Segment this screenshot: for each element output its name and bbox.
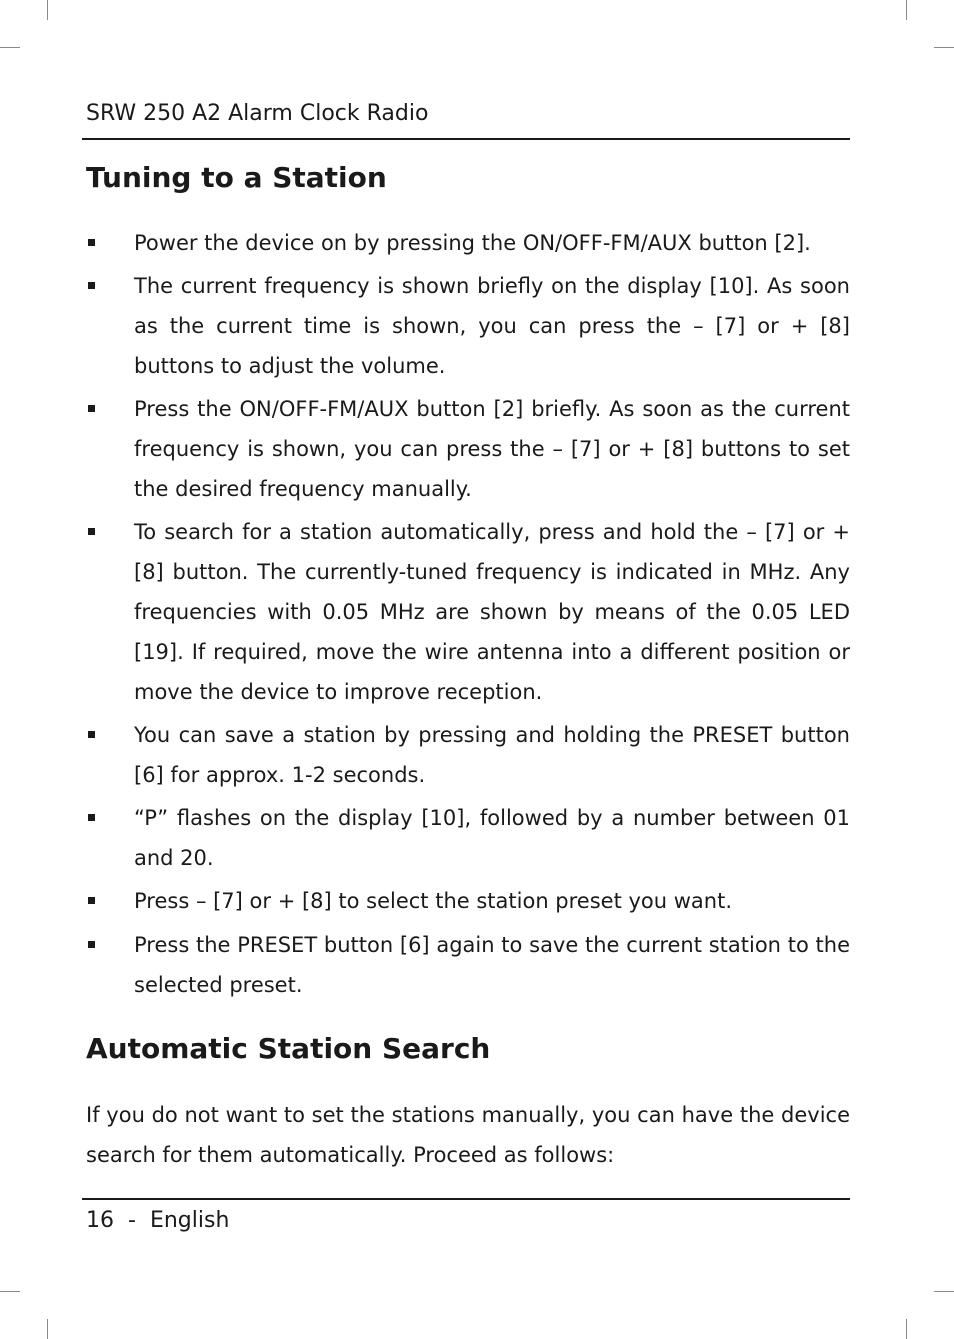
crop-mark-top-right — [906, 0, 907, 20]
list-item — [86, 716, 850, 796]
square-bullet-icon — [88, 528, 95, 535]
automatic-search-paragraph: If you do not want to set the stations manually, you can have the device search for them automatically. Proceed as follows: — [86, 1103, 850, 1167]
list-item — [86, 513, 850, 712]
square-bullet-icon — [88, 731, 95, 738]
crop-mark-bottom-left-h — [0, 1291, 20, 1292]
square-bullet-icon — [88, 941, 95, 948]
list-item-text: You can save a station by pressing and holding the PRESET button [6] for approx. 1-2 seconds. — [134, 722, 850, 787]
square-bullet-icon — [88, 282, 95, 289]
list-item-text: “P” flashes on the display [10], followed by a number between 01 and 20. — [134, 806, 850, 870]
crop-mark-bottom-right — [906, 1319, 907, 1339]
header-divider — [82, 138, 850, 140]
footer-separator: - — [128, 1208, 136, 1233]
list-item — [86, 926, 850, 1006]
crop-mark-bottom-left — [47, 1319, 48, 1339]
section-heading-automatic-search: Automatic Station Search — [86, 1032, 491, 1065]
tuning-steps-list — [86, 224, 850, 1009]
square-bullet-icon — [88, 239, 95, 246]
footer-language: English — [149, 1208, 230, 1233]
running-header: SRW 250 A2 Alarm Clock Radio — [86, 101, 429, 126]
list-item-text: Press the ON/OFF-FM/AUX button [2] briefly. As soon as the current frequency is shown, you can press the – [7] or + [8] buttons to set the desired frequency manually. — [134, 397, 850, 501]
list-item-text: The current frequency is shown briefly on the display [10]. As soon as the current time is shown, you can press the – [7] or + [8] buttons to adjust the volume. — [134, 274, 850, 378]
list-item-text: Press the PRESET button [6] again to save the current station to the selected preset. — [134, 932, 850, 997]
section-heading-tuning: Tuning to a Station — [86, 161, 387, 194]
crop-mark-top-left-h — [0, 47, 20, 48]
square-bullet-icon — [88, 814, 95, 821]
square-bullet-icon — [88, 405, 95, 412]
list-item — [86, 390, 850, 509]
list-item — [86, 224, 850, 264]
list-item-text: Power the device on by pressing the ON/OFF-FM/AUX button [2]. — [134, 231, 811, 255]
list-item — [86, 267, 850, 386]
list-item — [86, 882, 850, 922]
list-item-text: Press – [7] or + [8] to select the station preset you want. — [134, 889, 733, 914]
crop-mark-bottom-right-h — [934, 1291, 954, 1292]
crop-mark-top-left — [47, 0, 48, 20]
page-footer — [86, 1207, 229, 1235]
list-item-text: To search for a station automatically, press and hold the – [7] or + [8] button. The currently-tuned frequency is indicated in MHz. Any frequencies with 0.05 MHz are shown by means of the 0.05 LED [19]. If required, move the wire antenna into a different position or move the device to improve reception. — [134, 520, 850, 704]
square-bullet-icon — [88, 897, 95, 904]
page-number: 16 — [86, 1208, 114, 1233]
footer-divider — [82, 1198, 850, 1200]
crop-mark-top-right-h — [934, 47, 954, 48]
list-item — [86, 799, 850, 879]
